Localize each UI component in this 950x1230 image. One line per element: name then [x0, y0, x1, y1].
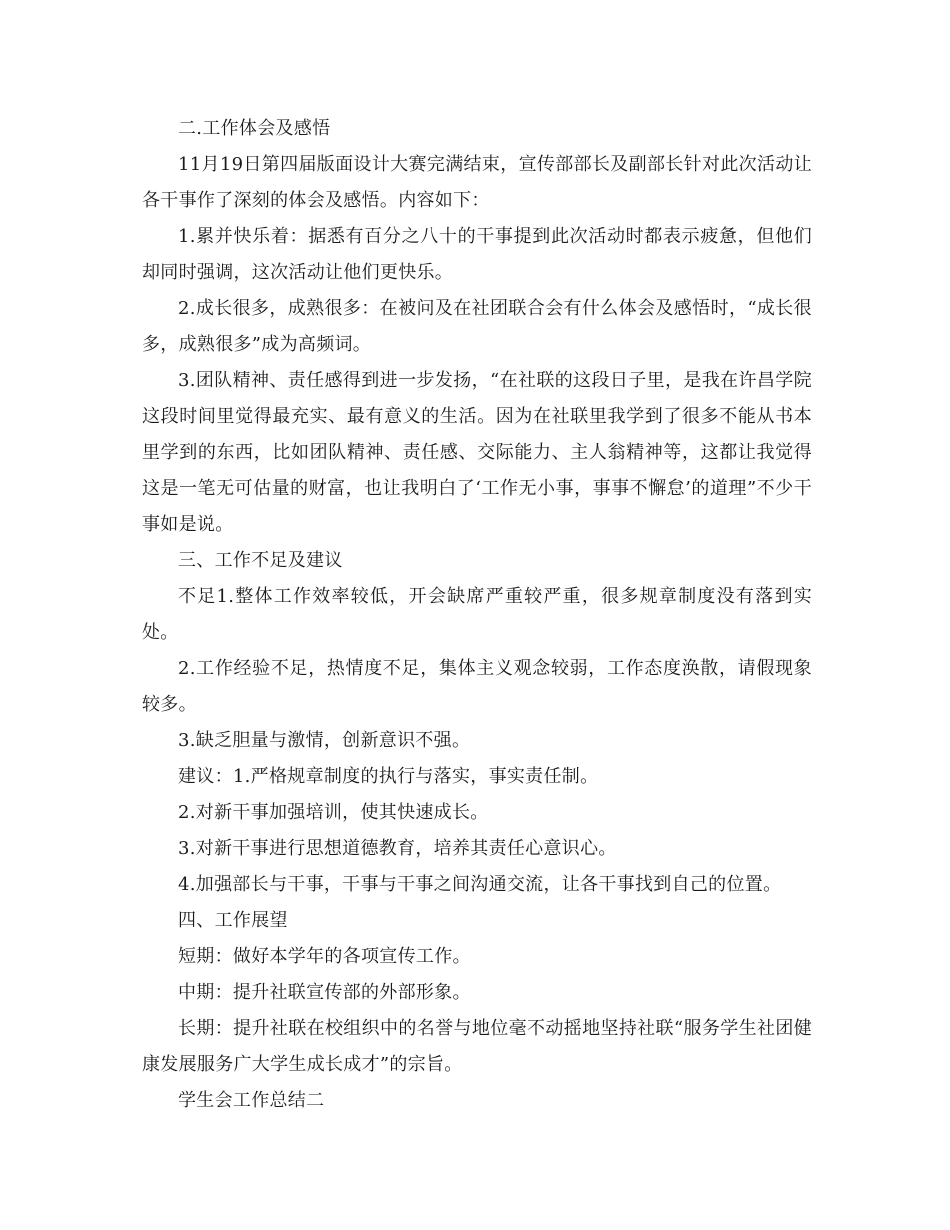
section-heading-summary-two: 学生会工作总结二: [178, 1090, 325, 1111]
paragraph-reflection-3: 3.团队精神、责任感得到进一步发扬，“在社联的这段日子里，是我在许昌学院这段时间里觉得最充实、最有意义的生活。因为在社联里我学到了很多不能从书本里学到的东西，比如团队精神、责任感、交际能力、主人翁精神等，这都让我觉得这是一笔无可估量的财富，也让我明白了‘工作无小事，事事不懈怠’的道理”不少干事如是说。: [142, 370, 812, 535]
document-body: [142, 111, 812, 1119]
paragraph-reflection-1: 1.累并快乐着：据悉有百分之八十的干事提到此次活动时都表示疲惫，但他们却同时强调，这次活动让他们更快乐。: [142, 226, 812, 283]
paragraph-shortcoming-2: 2.工作经验不足，热情度不足，集体主义观念较弱，工作态度涣散，请假现象较多。: [142, 658, 812, 715]
paragraph-contest-summary: 11月19日第四届版面设计大赛完满结束，宣传部部长及副部长针对此次活动让各干事作了深刻的体会及感悟。内容如下：: [142, 154, 812, 211]
paragraph-suggestion-2: 2.对新干事加强培训，使其快速成长。: [178, 802, 489, 823]
paragraph-reflection-2: 2.成长很多，成熟很多：在被问及在社团联合会有什么体会及感悟时，“成长很多，成熟很多”成为高频词。: [142, 298, 812, 355]
paragraph-shortcoming-3: 3.缺乏胆量与激情，创新意识不强。: [178, 730, 471, 751]
section-heading-work-reflections: 二.工作体会及感悟: [178, 118, 331, 139]
paragraph-suggestion-3: 3.对新干事进行思想道德教育，培养其责任心意识心。: [178, 838, 617, 859]
section-heading-shortcomings: 三、工作不足及建议: [178, 550, 343, 571]
paragraph-suggestion-1: 建议：1.严格规章制度的执行与落实，事实责任制。: [178, 766, 599, 787]
paragraph-outlook-short-term: 短期：做好本学年的各项宣传工作。: [178, 946, 471, 967]
paragraph-suggestion-4: 4.加强部长与干事，干事与干事之间沟通交流，让各干事找到自己的位置。: [178, 874, 782, 895]
paragraph-outlook-mid-term: 中期：提升社联宣传部的外部形象。: [178, 982, 471, 1003]
paragraph-outlook-long-term: 长期：提升社联在校组织中的名誉与地位毫不动摇地坚持社联“服务学生社团健康发展服务广大学生成长成才”的宗旨。: [142, 1018, 812, 1075]
section-heading-outlook: 四、工作展望: [178, 910, 288, 931]
paragraph-shortcoming-1: 不足1.整体工作效率较低，开会缺席严重较严重，很多规章制度没有落到实处。: [142, 586, 812, 643]
